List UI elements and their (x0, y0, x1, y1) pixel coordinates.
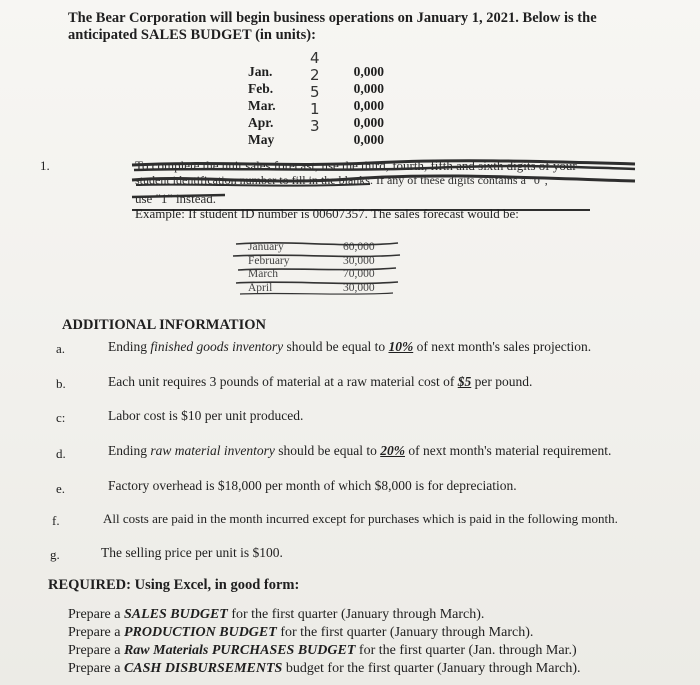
budget-units (338, 63, 384, 148)
question-number: 1. (40, 158, 50, 173)
sample-value: 30,000 (343, 254, 375, 267)
sample-scribble-marks (228, 236, 408, 298)
unit-value: 0,000 (353, 132, 384, 147)
required-line-3: Prepare a Raw Materials PURCHASES BUDGET for the first quarter (Jan. through Mar.) (68, 643, 577, 658)
item-e-text: Factory overhead is $18,000 per month of which $8,000 is for depreciation. (108, 478, 517, 493)
sample-month: March (248, 268, 279, 280)
handwritten-digit: 3 (310, 117, 320, 135)
example-line: Example: If student ID number is 00607357. The sales forecast would be: (135, 206, 519, 221)
required-line-1: Prepare a SALES BUDGET for the first quarter (January through March). (68, 607, 485, 622)
struck-instruction-3: use "1" instead. (135, 191, 217, 206)
intro-line-2: anticipated SALES BUDGET (in units): (68, 27, 316, 43)
item-f-text: All costs are paid in the month incurred except for purchases which is paid in the following month. (103, 511, 618, 526)
sample-value: 60,000 (343, 241, 375, 253)
handwritten-digit: 1 (310, 100, 320, 118)
month-label: Mar. (248, 98, 276, 113)
sample-month: April (248, 281, 273, 294)
item-a-text: Ending finished goods inventory should be equal to 10% of next month's sales projection. (108, 339, 592, 354)
item-letter: f. (52, 513, 60, 528)
month-label: May (248, 132, 275, 147)
unit-value: 0,000 (353, 98, 384, 113)
budget-months (248, 63, 276, 148)
handwritten-digit: 4 (310, 49, 320, 67)
intro-paragraph (68, 10, 597, 44)
item-d-text: Ending raw material inventory should be equal to 20% of next month's material requirement. (108, 443, 612, 458)
handwritten-digit: 5 (310, 83, 320, 101)
item-letter: e. (56, 481, 66, 496)
sample-value: 30,000 (343, 281, 375, 294)
sample-month: January (248, 241, 284, 253)
struck-instruction-2: student identification number to fill in the blanks. If any of these digits contains a "0", (135, 173, 548, 187)
item-letter: b. (56, 376, 66, 391)
required-heading: REQUIRED: Using Excel, in good form: (48, 577, 300, 593)
handwritten-digit: 2 (310, 66, 320, 84)
intro-line-1: The Bear Corporation will begin business operations on January 1, 2021. Below is the (68, 10, 597, 26)
item-letter: a. (56, 341, 66, 356)
unit-value: 0,000 (353, 115, 384, 130)
struck-instruction-1: To complete the unit sales forecast, use the third, fourth, fifth and sixth digits of your (135, 158, 577, 173)
item-letter: c: (56, 410, 66, 425)
month-label: Apr. (248, 115, 274, 130)
item-letter: d. (56, 446, 66, 461)
sample-value: 70,000 (343, 268, 375, 280)
item-g-text: The selling price per unit is $100. (101, 545, 283, 560)
unit-value: 0,000 (353, 64, 384, 79)
month-label: Feb. (248, 81, 274, 96)
required-line-2: Prepare a PRODUCTION BUDGET for the first quarter (January through March). (68, 625, 534, 640)
month-label: Jan. (248, 64, 273, 79)
required-line-4: Prepare a CASH DISBURSEMENTS budget for the first quarter (January through March). (68, 661, 581, 676)
item-b-text: Each unit requires 3 pounds of material at a raw material cost of $5 per pound. (108, 374, 533, 389)
item-letter: g. (50, 547, 60, 562)
sample-month: February (248, 254, 290, 267)
unit-value: 0,000 (353, 81, 384, 96)
item-c-text: Labor cost is $10 per unit produced. (108, 408, 304, 423)
additional-info-heading: ADDITIONAL INFORMATION (62, 317, 266, 333)
handwritten-digits (310, 50, 320, 135)
